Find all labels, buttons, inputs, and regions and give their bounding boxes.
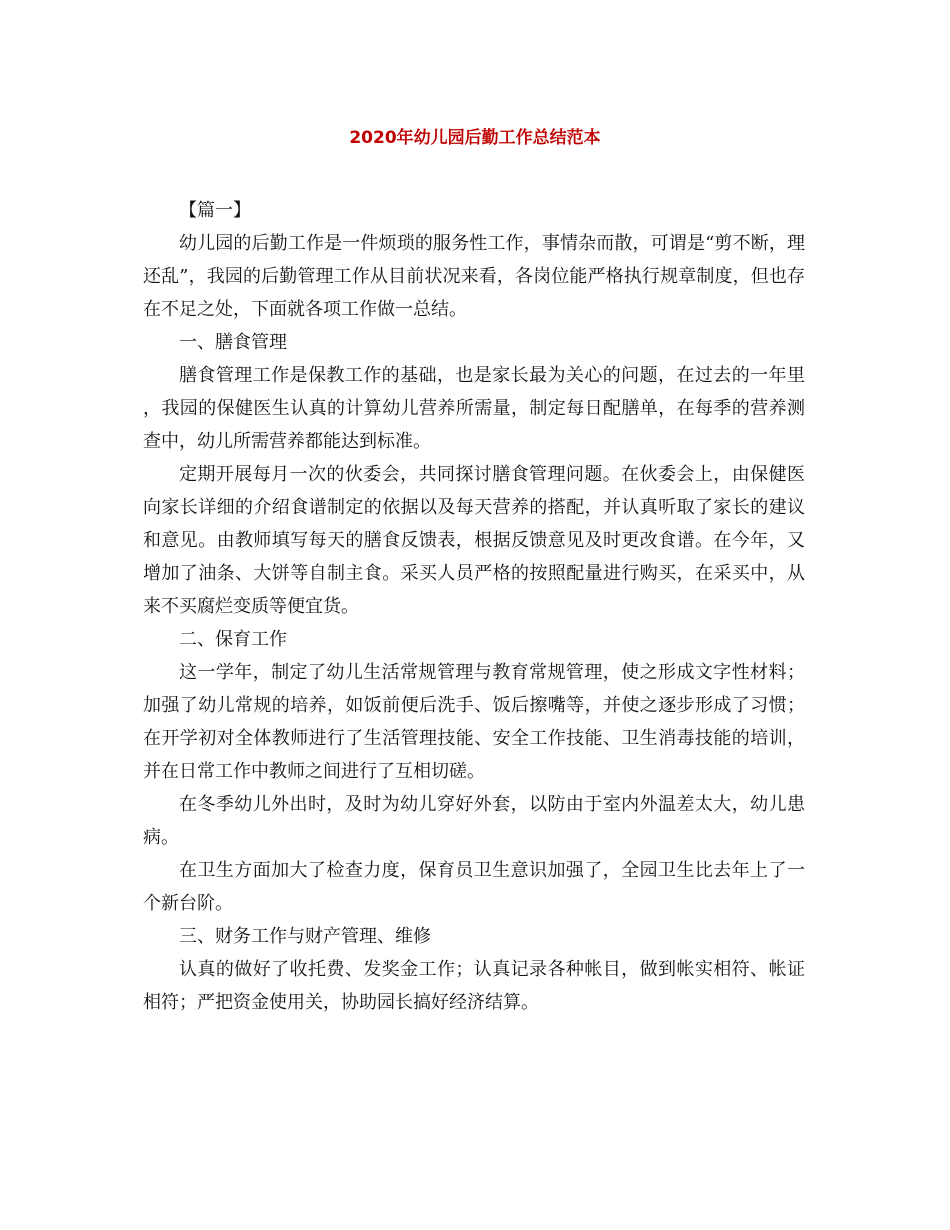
document-body (143, 194, 805, 1019)
section-heading-meal-management: 一、膳食管理 (179, 332, 287, 353)
meal-management-paragraph-1: 膳食管理工作是保教工作的基础，也是家长最为关心的问题，在过去的一年里，我园的保健医生认真的计算幼儿营养所需量，制定每日配膳单，在每季的营养测查中，幼儿所需营养都能达到标准。 (143, 365, 805, 452)
meal-management-paragraph-2: 定期开展每月一次的伙委会，共同探讨膳食管理问题。在伙委会上，由保健医向家长详细的介绍食谱制定的依据以及每天营养的搭配，并认真听取了家长的建议和意见。由教师填写每天的膳食反馈表，根据反馈意见及时更改食谱。在今年，又增加了油条、大饼等自制主食。采买人员严格的按照配量进行购买，在采买中，从来不买腐烂变质等便宜货。 (143, 464, 805, 617)
intro-paragraph: 幼儿园的后勤工作是一件烦琐的服务性工作，事情杂而散，可谓是“剪不断，理还乱”，我园的后勤管理工作从目前状况来看，各岗位能严格执行规章制度，但也存在不足之处，下面就各项工作做一总结。 (143, 233, 805, 320)
childcare-paragraph-1: 这一学年，制定了幼儿生活常规管理与教育常规管理，使之形成文字性材料；加强了幼儿常规的培养，如饭前便后洗手、饭后擦嘴等，并使之逐步形成了习惯；在开学初对全体教师进行了生活管理技能、安全工作技能、卫生消毒技能的培训，并在日常工作中教师之间进行了互相切磋。 (143, 662, 805, 782)
childcare-paragraph-2: 在冬季幼儿外出时，及时为幼儿穿好外套，以防由于室内外温差太大，幼儿患病。 (143, 794, 805, 848)
section-heading-part-one: 【篇一】 (179, 200, 251, 221)
section-heading-childcare: 二、保育工作 (179, 629, 287, 650)
section-heading-finance: 三、财务工作与财产管理、维修 (179, 926, 431, 947)
document-title: 2020年幼儿园后勤工作总结范本 (349, 128, 601, 148)
finance-paragraph-1: 认真的做好了收托费、发奖金工作；认真记录各种帐目，做到帐实相符、帐证相符；严把资金使用关，协助园长搞好经济结算。 (143, 959, 805, 1013)
childcare-paragraph-3: 在卫生方面加大了检查力度，保育员卫生意识加强了，全园卫生比去年上了一个新台阶。 (143, 860, 805, 914)
